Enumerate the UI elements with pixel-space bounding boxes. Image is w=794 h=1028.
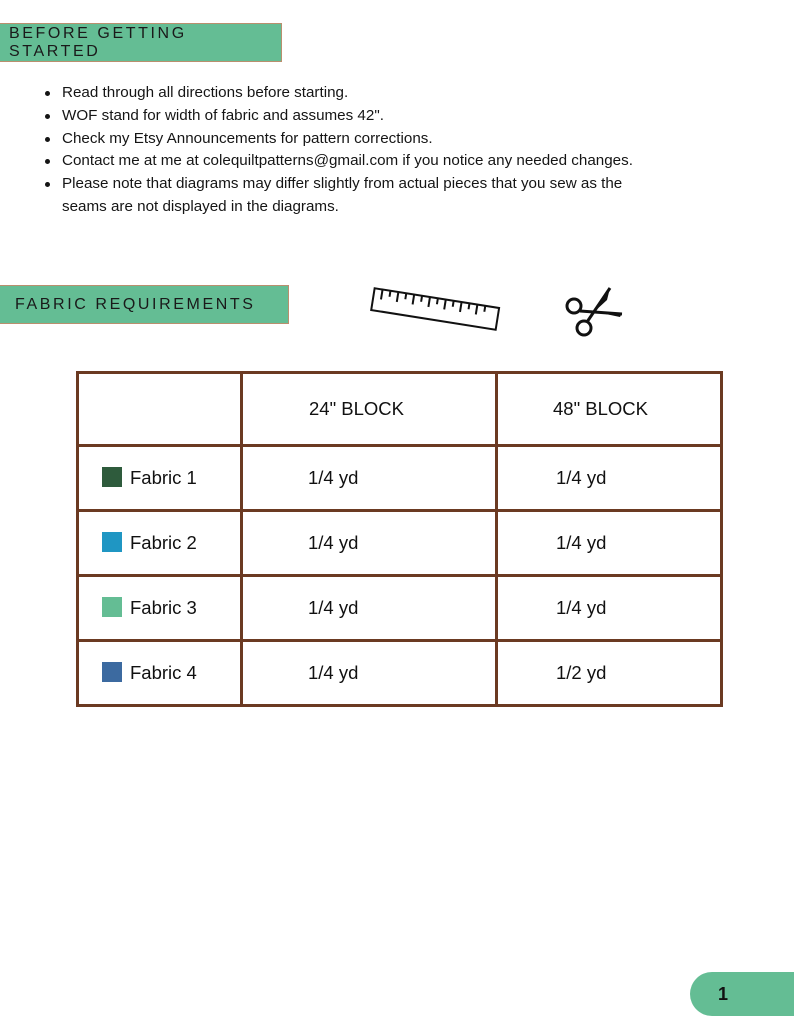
- table-row: [78, 641, 722, 706]
- section-title: FABRIC REQUIREMENTS: [15, 295, 256, 313]
- header-empty: [78, 373, 242, 446]
- scissors-icon: [560, 284, 626, 338]
- fabric-name-cell: [78, 576, 242, 641]
- fabric-name-cell: [78, 511, 242, 576]
- amount-24-cell: 1/4 yd: [242, 641, 497, 706]
- amount-24-cell: 1/4 yd: [242, 511, 497, 576]
- section-title: BEFORE GETTING STARTED: [9, 24, 187, 60]
- amount-24-cell: 1/4 yd: [242, 576, 497, 641]
- fabric-name: Fabric 2: [130, 532, 197, 553]
- list-item: Please note that diagrams may differ slightly from actual pieces that you sew as the seams are not displayed in the diagrams.: [62, 173, 662, 219]
- fabric-2-swatch: [102, 532, 122, 552]
- page-number: 1: [718, 983, 729, 1004]
- table-row: [78, 576, 722, 641]
- header-48-block: 48" BLOCK: [497, 373, 722, 446]
- fabric-name: Fabric 1: [130, 467, 197, 488]
- fabric-4-swatch: [102, 662, 122, 682]
- fabric-1-swatch: [102, 467, 122, 487]
- fabric-requirements-table: [76, 371, 723, 707]
- fabric-name: Fabric 4: [130, 662, 197, 683]
- fabric-3-swatch: [102, 597, 122, 617]
- fabric-name-cell: [78, 641, 242, 706]
- table-header-row: [78, 373, 722, 446]
- section-banner-fabric-requirements: [0, 285, 289, 324]
- list-item: Contact me at me at colequiltpatterns@gmail.com if you notice any needed changes.: [62, 150, 662, 173]
- header-24-block: 24" BLOCK: [242, 373, 497, 446]
- fabric-name: Fabric 3: [130, 597, 197, 618]
- list-item: Read through all directions before starting.: [62, 82, 662, 105]
- list-item: Check my Etsy Announcements for pattern corrections.: [62, 128, 662, 151]
- list-item: WOF stand for width of fabric and assumes 42".: [62, 105, 662, 128]
- amount-48-cell: 1/4 yd: [497, 576, 722, 641]
- table-row: [78, 446, 722, 511]
- section-banner-before-getting-started: [0, 23, 282, 62]
- amount-48-cell: 1/2 yd: [497, 641, 722, 706]
- page-number-tab: [690, 972, 794, 1016]
- fabric-name-cell: [78, 446, 242, 511]
- ruler-icon: [368, 284, 502, 336]
- instructions-list: [42, 82, 662, 219]
- amount-24-cell: 1/4 yd: [242, 446, 497, 511]
- table-row: [78, 511, 722, 576]
- amount-48-cell: 1/4 yd: [497, 446, 722, 511]
- amount-48-cell: 1/4 yd: [497, 511, 722, 576]
